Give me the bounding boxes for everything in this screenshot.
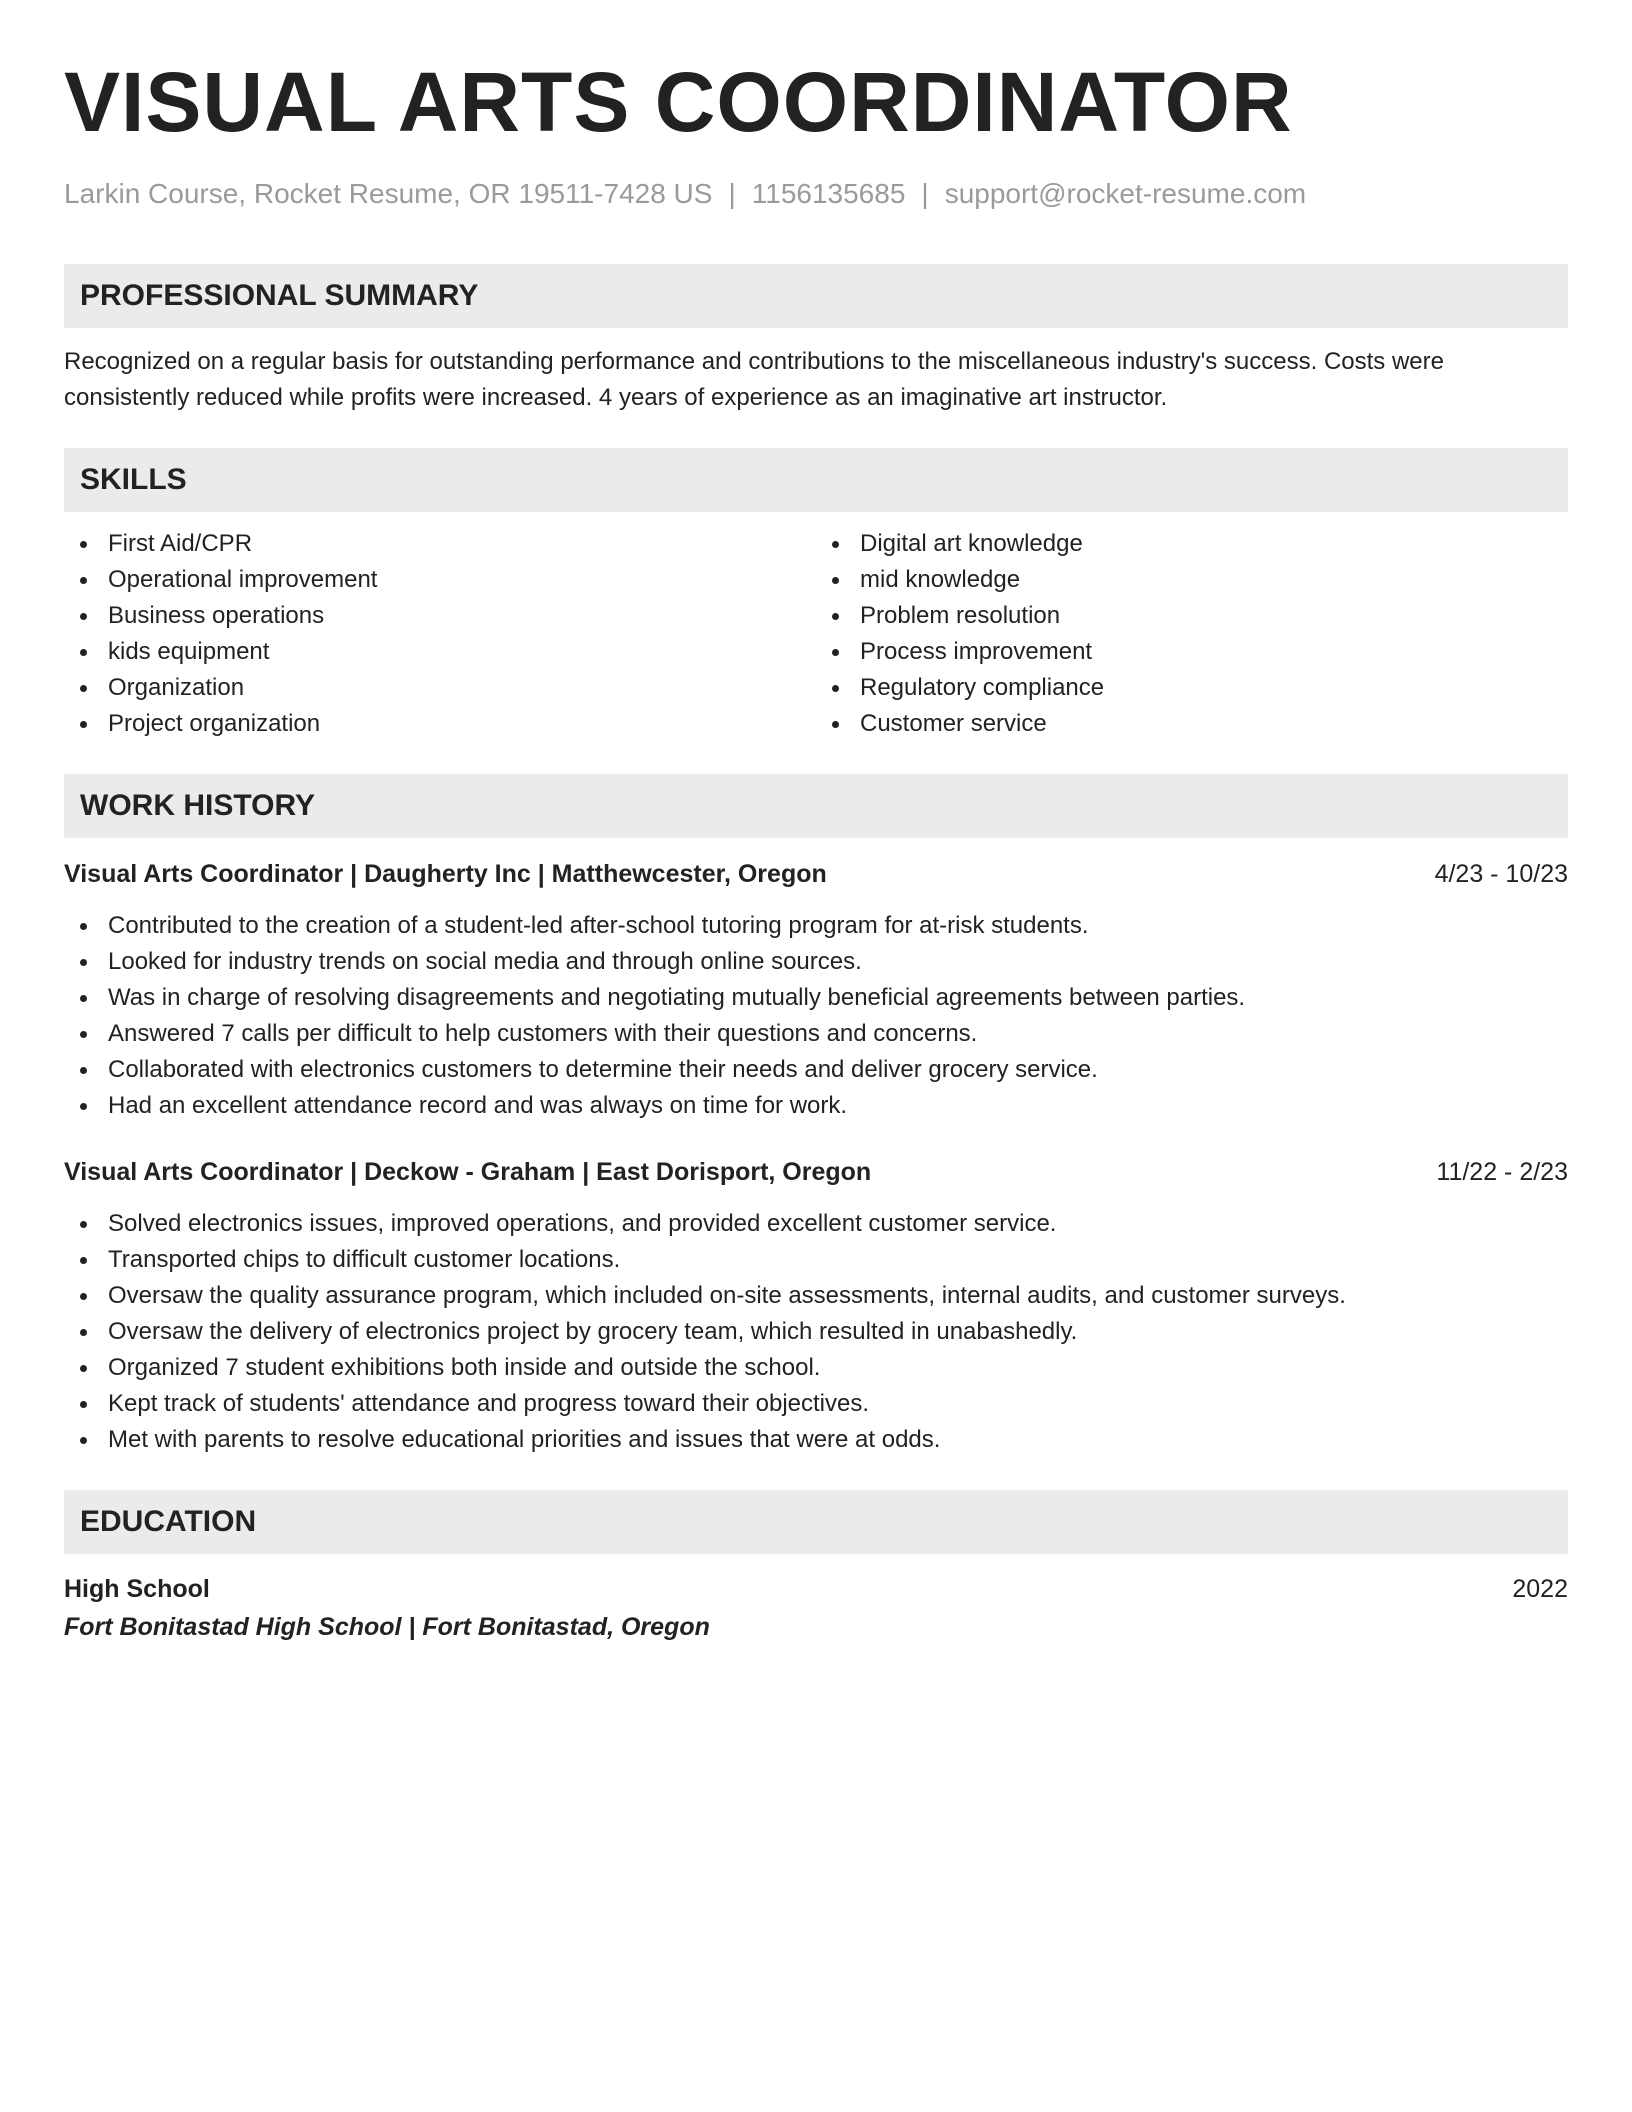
education-degree: High School xyxy=(64,1575,210,1603)
job-dates: 11/22 - 2/23 xyxy=(1436,1158,1568,1186)
job-bullet: Kept track of students' attendance and progress toward their objectives. xyxy=(64,1386,1568,1422)
job-bullet: Met with parents to resolve educational priorities and issues that were at odds. xyxy=(64,1422,1568,1458)
contact-separator: | xyxy=(728,178,736,209)
skill-item: Problem resolution xyxy=(816,598,1568,634)
section-heading-summary: PROFESSIONAL SUMMARY xyxy=(64,264,1568,328)
job-title: Visual Arts Coordinator | Deckow - Graham | East Dorisport, Oregon xyxy=(64,1158,872,1186)
job-bullets xyxy=(64,1206,1568,1458)
section-heading-work-history: WORK HISTORY xyxy=(64,774,1568,838)
skill-item: Project organization xyxy=(64,706,816,742)
job-bullets xyxy=(64,908,1568,1124)
resume-name-title: VISUAL ARTS COORDINATOR xyxy=(64,55,1293,149)
education-school: Fort Bonitastad High School | Fort Bonitastad, Oregon xyxy=(64,1613,710,1641)
contact-separator: | xyxy=(921,178,929,209)
education-year: 2022 xyxy=(1512,1575,1568,1603)
skill-item: Process improvement xyxy=(816,634,1568,670)
skill-item: Business operations xyxy=(64,598,816,634)
job-header xyxy=(64,1154,1568,1190)
job-dates: 4/23 - 10/23 xyxy=(1434,860,1568,888)
skill-item: Operational improvement xyxy=(64,562,816,598)
skill-item: Digital art knowledge xyxy=(816,526,1568,562)
skill-item: Organization xyxy=(64,670,816,706)
skill-item: Regulatory compliance xyxy=(816,670,1568,706)
skill-item: kids equipment xyxy=(64,634,816,670)
education-entry xyxy=(64,1570,1568,1646)
job-bullet: Oversaw the delivery of electronics project by grocery team, which resulted in unabashedly. xyxy=(64,1314,1568,1350)
section-heading-skills: SKILLS xyxy=(64,448,1568,512)
contact-address: Larkin Course, Rocket Resume, OR 19511-7428 US xyxy=(64,178,713,209)
summary-text: Recognized on a regular basis for outstanding performance and contributions to the miscellaneous industry's success. Costs were consistently reduced while profits were increased. 4 years of experience as an imaginative art instructor. xyxy=(64,348,1444,411)
job-bullet: Contributed to the creation of a student-led after-school tutoring program for at-risk students. xyxy=(64,908,1568,944)
contact-line xyxy=(64,176,1568,212)
skills-grid xyxy=(64,526,1568,742)
job-bullet: Looked for industry trends on social media and through online sources. xyxy=(64,944,1568,980)
job-bullet: Was in charge of resolving disagreements and negotiating mutually beneficial agreements between parties. xyxy=(64,980,1568,1016)
contact-email: support@rocket-resume.com xyxy=(944,178,1307,209)
job-header xyxy=(64,856,1568,892)
job-bullet: Had an excellent attendance record and was always on time for work. xyxy=(64,1088,1568,1124)
contact-phone: 1156135685 xyxy=(751,178,906,209)
job-bullet: Answered 7 calls per difficult to help customers with their questions and concerns. xyxy=(64,1016,1568,1052)
job-title: Visual Arts Coordinator | Daugherty Inc | Matthewcester, Oregon xyxy=(64,860,827,888)
job-bullet: Oversaw the quality assurance program, which included on-site assessments, internal audits, and customer surveys. xyxy=(64,1278,1568,1314)
section-heading-education: EDUCATION xyxy=(64,1490,1568,1554)
skill-item: Customer service xyxy=(816,706,1568,742)
job-bullet: Solved electronics issues, improved operations, and provided excellent customer service. xyxy=(64,1206,1568,1242)
job-bullet: Collaborated with electronics customers to determine their needs and deliver grocery service. xyxy=(64,1052,1568,1088)
education-header xyxy=(64,1570,1568,1608)
job-entry xyxy=(64,1154,1568,1458)
skills-column-left xyxy=(64,526,816,742)
skills-column-right xyxy=(816,526,1568,742)
skill-item: First Aid/CPR xyxy=(64,526,816,562)
job-bullet: Organized 7 student exhibitions both inside and outside the school. xyxy=(64,1350,1568,1386)
job-bullet: Transported chips to difficult customer locations. xyxy=(64,1242,1568,1278)
skill-item: mid knowledge xyxy=(816,562,1568,598)
job-entry xyxy=(64,856,1568,1124)
